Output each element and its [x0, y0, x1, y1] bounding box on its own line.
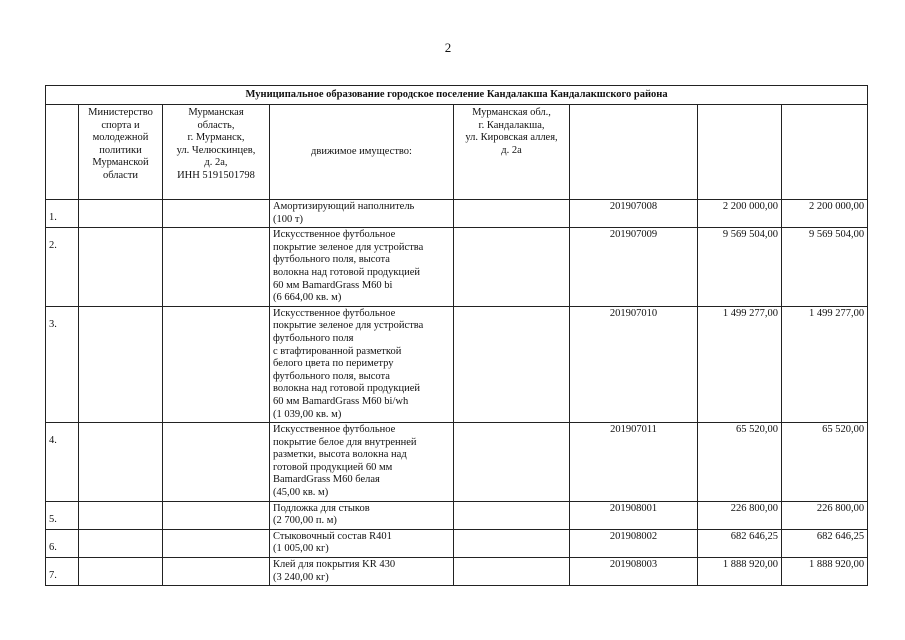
empty-cell: [454, 558, 570, 586]
empty-cell: [79, 306, 163, 422]
item-code: 201907008: [570, 200, 698, 228]
item-code: 201908003: [570, 558, 698, 586]
empty-cell: [79, 423, 163, 502]
item-code: 201908001: [570, 501, 698, 529]
empty-cell: [163, 306, 270, 422]
table-header-row: [46, 105, 868, 200]
empty-cell: [163, 423, 270, 502]
empty-cell: [163, 228, 270, 307]
table-title-row: [46, 86, 868, 105]
header-empty-cell: [570, 105, 698, 200]
item-price: 682 646,25: [698, 529, 782, 557]
table-row: [46, 423, 868, 502]
header-empty-cell: [46, 105, 79, 200]
empty-cell: [79, 501, 163, 529]
empty-cell: [454, 306, 570, 422]
item-name: Искусственное футбольное покрытие зеленое для устройства футбольного поля, высота волокна над готовой продукцией 60 мм BamardGrass M60 bi (6 664,00 кв. м): [270, 228, 454, 307]
row-number: 7.: [46, 558, 79, 586]
header-location: Мурманская обл., г. Кандалакша, ул. Кировская аллея, д. 2а: [454, 105, 570, 200]
empty-cell: [163, 529, 270, 557]
empty-cell: [79, 228, 163, 307]
empty-cell: [454, 200, 570, 228]
table-row: [46, 228, 868, 307]
empty-cell: [454, 501, 570, 529]
table-row: [46, 306, 868, 422]
table-row: [46, 200, 868, 228]
header-address: Мурманская область, г. Мурманск, ул. Челюскинцев, д. 2а, ИНН 5191501798: [163, 105, 270, 200]
table-title: Муниципальное образование городское поселение Кандалакша Кандалакшского района: [46, 86, 868, 105]
empty-cell: [79, 529, 163, 557]
empty-cell: [163, 558, 270, 586]
empty-cell: [79, 558, 163, 586]
item-price: 9 569 504,00: [698, 228, 782, 307]
table-row: [46, 529, 868, 557]
item-price: 1 499 277,00: [698, 306, 782, 422]
row-number: 4.: [46, 423, 79, 502]
row-number: 5.: [46, 501, 79, 529]
item-code: 201907010: [570, 306, 698, 422]
table-row: [46, 501, 868, 529]
item-name: Подложка для стыков (2 700,00 п. м): [270, 501, 454, 529]
empty-cell: [163, 200, 270, 228]
item-total: 65 520,00: [782, 423, 868, 502]
header-property-type: движимое имущество:: [270, 105, 454, 200]
empty-cell: [454, 228, 570, 307]
item-price: 2 200 000,00: [698, 200, 782, 228]
item-price: 65 520,00: [698, 423, 782, 502]
item-total: 2 200 000,00: [782, 200, 868, 228]
item-total: 1 499 277,00: [782, 306, 868, 422]
item-name: Стыковочный состав R401 (1 005,00 кг): [270, 529, 454, 557]
empty-cell: [454, 423, 570, 502]
header-empty-cell: [698, 105, 782, 200]
item-code: 201908002: [570, 529, 698, 557]
header-ministry: Министерство спорта и молодежной политики Мурманской области: [79, 105, 163, 200]
item-name: Клей для покрытия KR 430 (3 240,00 кг): [270, 558, 454, 586]
page-number: 2: [444, 40, 452, 55]
empty-cell: [79, 200, 163, 228]
row-number: 1.: [46, 200, 79, 228]
table-row: [46, 558, 868, 586]
item-price: 1 888 920,00: [698, 558, 782, 586]
item-name: Искусственное футбольное покрытие белое для внутренней разметки, высота волокна над готовой продукцией 60 мм BamardGrass M60 белая (45,00 кв. м): [270, 423, 454, 502]
item-name: Искусственное футбольное покрытие зеленое для устройства футбольного поля с втафтированной разметкой белого цвета по периметру футбольного поля, высота волокна над готовой продукцией 60 мм BamardGrass M60 bi/wh (1 039,00 кв. м): [270, 306, 454, 422]
item-price: 226 800,00: [698, 501, 782, 529]
header-empty-cell: [782, 105, 868, 200]
empty-cell: [163, 501, 270, 529]
empty-cell: [454, 529, 570, 557]
item-total: 682 646,25: [782, 529, 868, 557]
row-number: 2.: [46, 228, 79, 307]
row-number: 6.: [46, 529, 79, 557]
item-code: 201907011: [570, 423, 698, 502]
item-total: 1 888 920,00: [782, 558, 868, 586]
item-total: 9 569 504,00: [782, 228, 868, 307]
property-table: [45, 85, 868, 586]
row-number: 3.: [46, 306, 79, 422]
item-code: 201907009: [570, 228, 698, 307]
item-name: Амортизирующий наполнитель (100 т): [270, 200, 454, 228]
item-total: 226 800,00: [782, 501, 868, 529]
